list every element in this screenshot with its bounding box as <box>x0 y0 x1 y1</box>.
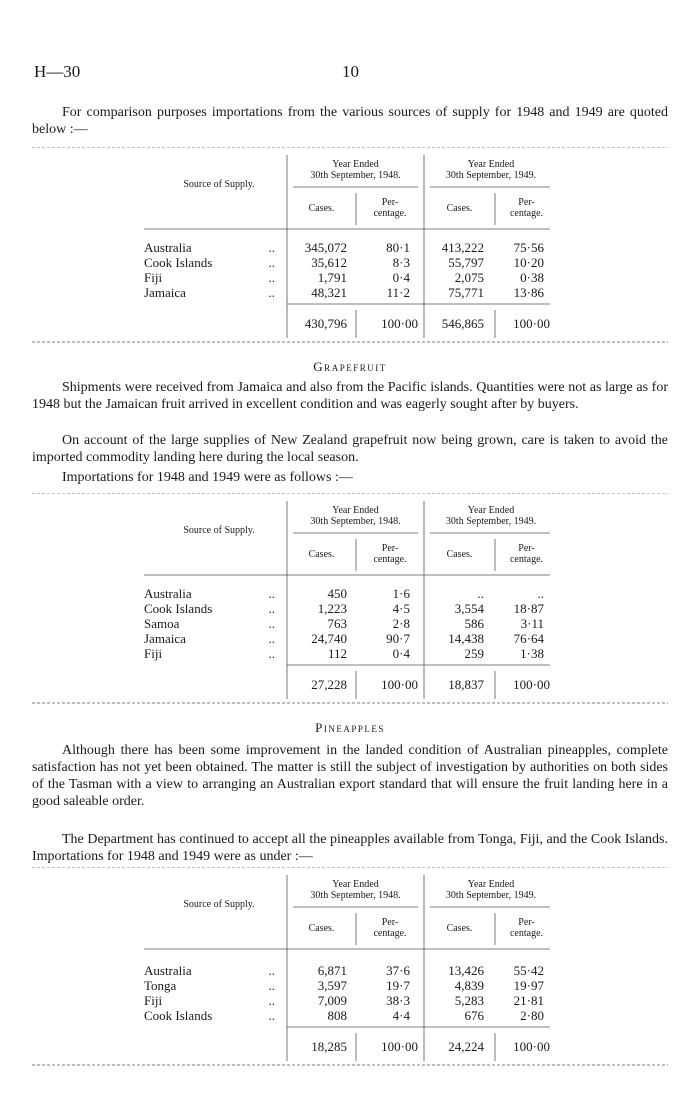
cases-1949: 259 <box>464 646 484 661</box>
percentage-1948: 11·2 <box>386 285 410 300</box>
source-name: Samoa <box>144 616 180 631</box>
leader-dots: .. <box>268 993 275 1008</box>
table-grapefruit <box>32 493 668 703</box>
report-reference: H—30 <box>34 62 81 81</box>
percentage-1948-header: Per- <box>381 543 399 554</box>
cases-1948: 24,740 <box>311 631 347 646</box>
source-name: Jamaica <box>144 285 186 300</box>
percentage-1949: 10·20 <box>513 255 544 270</box>
percentage-1949-header: Per- <box>518 917 535 928</box>
percentage-1949: 76·64 <box>513 631 544 646</box>
percentage-1948-header: centage. <box>373 208 407 219</box>
percentage-1948: 37·6 <box>386 963 410 978</box>
cases-1948-header: Cases. <box>308 549 335 560</box>
cases-1948: 1,791 <box>317 270 347 285</box>
source-name: Australia <box>144 240 192 255</box>
year-1949-header: Year Ended <box>467 159 515 170</box>
cases-1949: 586 <box>464 616 484 631</box>
percentage-1948: 38·3 <box>386 993 410 1008</box>
percentage-1948: 4·4 <box>392 1008 410 1023</box>
year-1948-header: Year Ended <box>332 879 379 890</box>
leader-dots: .. <box>268 270 275 285</box>
table-pineapples <box>32 867 668 1062</box>
leader-dots: .. <box>268 586 275 601</box>
leader-dots: .. <box>268 963 275 978</box>
cases-1949: 2,075 <box>454 270 484 285</box>
cases-1949: 75,771 <box>448 285 484 300</box>
percentage-1948-header: centage. <box>373 554 407 565</box>
percentage-1949: 13·86 <box>513 285 544 300</box>
percentage-1948: 2·8 <box>392 616 410 631</box>
total-cases-1949: 546,865 <box>441 316 484 331</box>
leader-dots: .. <box>268 978 275 993</box>
year-1949-subheader: 30th September, 1949. <box>445 890 537 901</box>
total-percentage-1949: 100·00 <box>513 1039 550 1054</box>
percentage-1949: 75·56 <box>513 240 544 255</box>
percentage-1949: 55·42 <box>513 963 544 978</box>
percentage-1949: 1·38 <box>520 646 544 661</box>
total-cases-1949: 18,837 <box>448 677 484 692</box>
cases-1948-header: Cases. <box>308 923 335 934</box>
year-1948-header: Year Ended <box>332 159 379 170</box>
leader-dots: .. <box>268 1008 275 1023</box>
page-number: 10 <box>342 62 359 81</box>
percentage-1948: 4·5 <box>392 601 410 616</box>
total-percentage-1948: 100·00 <box>381 677 418 692</box>
table-supply-comparison <box>32 147 668 332</box>
cases-1949-header: Cases. <box>446 203 473 214</box>
cases-1948: 35,612 <box>311 255 347 270</box>
source-name: Fiji <box>144 993 163 1008</box>
percentage-1948: 19·7 <box>386 978 410 993</box>
cases-1948-header: Cases. <box>308 203 335 214</box>
total-percentage-1949: 100·00 <box>513 316 550 331</box>
cases-1949: 3,554 <box>454 601 484 616</box>
grapefruit-paragraph-3: Importations for 1948 and 1949 were as follows :— <box>62 470 353 485</box>
cases-1948: 3,597 <box>317 978 347 993</box>
source-header: Source of Supply. <box>183 899 255 910</box>
percentage-1948: 0·4 <box>392 646 410 661</box>
leader-dots: .. <box>268 285 275 300</box>
pineapples-heading: Pineapples <box>315 720 385 735</box>
total-cases-1949: 24,224 <box>448 1039 484 1054</box>
year-1948-subheader: 30th September, 1948. <box>310 516 401 527</box>
cases-1948: 48,321 <box>311 285 347 300</box>
leader-dots: .. <box>268 631 275 646</box>
percentage-1949: 3·11 <box>520 616 544 631</box>
year-1949-subheader: 30th September, 1949. <box>445 170 537 181</box>
source-name: Australia <box>144 586 192 601</box>
cases-1949: .. <box>477 586 484 601</box>
percentage-1948: 8·3 <box>392 255 410 270</box>
source-name: Cook Islands <box>144 601 213 616</box>
intro-paragraph: For comparison purposes importations from the various sources of supply for 1948 and 1949 are quoted below :— <box>32 105 668 137</box>
cases-1948: 1,223 <box>317 601 347 616</box>
year-1948-header: Year Ended <box>332 505 379 516</box>
leader-dots: .. <box>268 240 275 255</box>
percentage-1949-header: centage. <box>509 208 544 219</box>
leader-dots: .. <box>268 255 275 270</box>
source-name: Fiji <box>144 646 163 661</box>
cases-1948: 808 <box>327 1008 347 1023</box>
total-cases-1948: 18,285 <box>311 1039 347 1054</box>
cases-1949: 14,438 <box>448 631 484 646</box>
grapefruit-paragraph-2: On account of the large supplies of New Zealand grapefruit now being grown, care is taken to avoid the imported commodity landing here during the local season. <box>32 433 668 465</box>
leader-dots: .. <box>268 616 275 631</box>
leader-dots: .. <box>268 646 275 661</box>
cases-1948: 6,871 <box>317 963 347 978</box>
percentage-1949: 2·80 <box>520 1008 544 1023</box>
pineapples-paragraph-1: Although there has been some improvement in the landed condition of Australian pineapples, complete satisfaction has not yet been obtained. The matter is still the subject of investigation by authorities on both sides of the Tasman with a view to arranging an Australian export standard that will ensure the fruit landing here in a good saleable order. <box>32 743 668 809</box>
cases-1949: 676 <box>464 1008 484 1023</box>
total-percentage-1949: 100·00 <box>513 677 550 692</box>
year-1949-subheader: 30th September, 1949. <box>445 516 537 527</box>
cases-1948: 345,072 <box>304 240 347 255</box>
cases-1949: 4,839 <box>454 978 484 993</box>
year-1948-subheader: 30th September, 1948. <box>310 170 401 181</box>
cases-1949: 5,283 <box>454 993 484 1008</box>
source-header: Source of Supply. <box>183 525 255 536</box>
total-cases-1948: 27,228 <box>311 677 347 692</box>
cases-1949: 13,426 <box>448 963 484 978</box>
source-name: Cook Islands <box>144 255 213 270</box>
percentage-1949: 21·81 <box>513 993 544 1008</box>
grapefruit-heading: Grapefruit <box>313 359 387 374</box>
total-percentage-1948: 100·00 <box>381 316 418 331</box>
percentage-1948: 90·7 <box>386 631 410 646</box>
percentage-1949-header: centage. <box>509 554 544 565</box>
total-cases-1948: 430,796 <box>304 316 347 331</box>
percentage-1949: 18·87 <box>513 601 544 616</box>
percentage-1948-header: Per- <box>381 197 399 208</box>
cases-1949: 55,797 <box>448 255 484 270</box>
cases-1948: 450 <box>327 586 347 601</box>
grapefruit-paragraph-1: Shipments were received from Jamaica and also from the Pacific islands. Quantities were not as large as for 1948 but the Jamaican fruit arrived in excellent condition and was eagerly sought after by buyers. <box>32 380 668 412</box>
percentage-1948: 0·4 <box>392 270 410 285</box>
total-percentage-1948: 100·00 <box>381 1039 418 1054</box>
cases-1949-header: Cases. <box>446 549 473 560</box>
percentage-1948-header: centage. <box>373 928 407 939</box>
source-name: Fiji <box>144 270 163 285</box>
percentage-1948: 80·1 <box>386 240 410 255</box>
cases-1949-header: Cases. <box>446 923 473 934</box>
cases-1949: 413,222 <box>441 240 484 255</box>
source-name: Jamaica <box>144 631 186 646</box>
year-1949-header: Year Ended <box>467 879 515 890</box>
percentage-1949-header: Per- <box>518 197 535 208</box>
cases-1948: 763 <box>327 616 347 631</box>
source-name: Tonga <box>144 978 177 993</box>
source-name: Cook Islands <box>144 1008 213 1023</box>
percentage-1949-header: centage. <box>509 928 544 939</box>
percentage-1949: 0·38 <box>520 270 544 285</box>
percentage-1949: 19·97 <box>513 978 544 993</box>
source-name: Australia <box>144 963 192 978</box>
year-1948-subheader: 30th September, 1948. <box>310 890 401 901</box>
cases-1948: 7,009 <box>317 993 347 1008</box>
leader-dots: .. <box>268 601 275 616</box>
cases-1948: 112 <box>327 646 347 661</box>
percentage-1948-header: Per- <box>381 917 399 928</box>
year-1949-header: Year Ended <box>467 505 515 516</box>
percentage-1949: .. <box>537 586 544 601</box>
percentage-1948: 1·6 <box>392 586 410 601</box>
percentage-1949-header: Per- <box>518 543 535 554</box>
source-header: Source of Supply. <box>183 179 255 190</box>
pineapples-paragraph-2: The Department has continued to accept all the pineapples available from Tonga, Fiji, and the Cook Islands. Importations for 1948 and 1949 were as under :— <box>32 832 668 864</box>
